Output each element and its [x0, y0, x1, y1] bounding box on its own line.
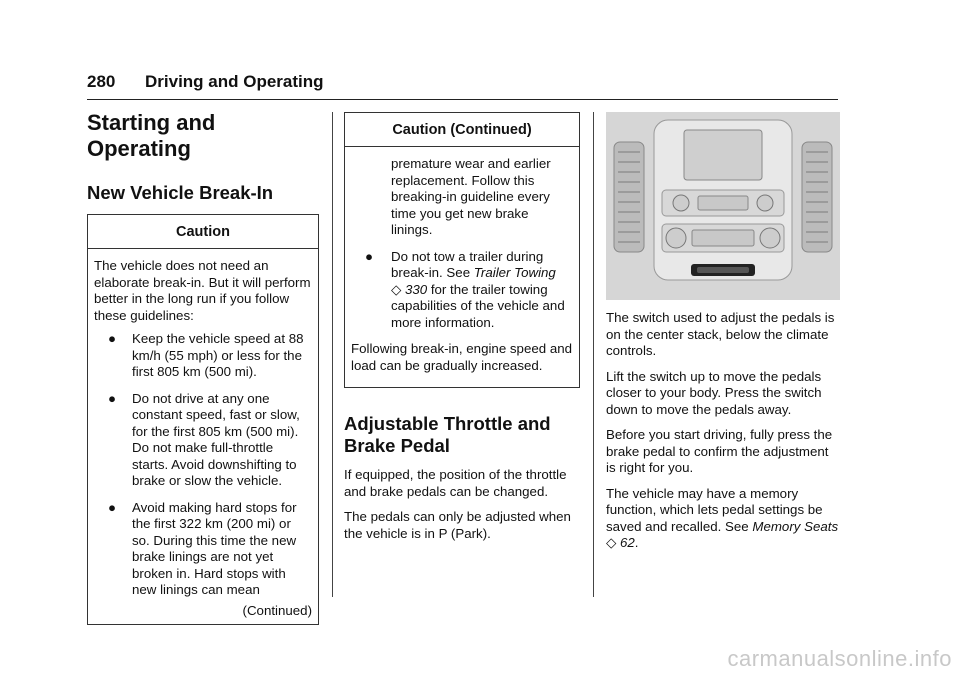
bullet-icon: ●: [108, 390, 117, 406]
paragraph: The pedals can only be adjusted when the vehicle is in P (Park).: [344, 509, 571, 541]
bullet-text: Do not drive at any one constant speed, fast or slow, for the first 805 km (500 mi). Do not make full-throttle starts. Avoid downshifting to brake or slow the vehicle.: [132, 390, 300, 488]
bullet-text-pre: Do not tow a trailer during break-in. See: [391, 248, 544, 280]
caution-intro: The vehicle does not need an elaborate break-in. But it will perform better in the long run if you follow these guidelines:: [94, 258, 311, 323]
column-1: [87, 110, 319, 625]
list-item: [94, 331, 312, 381]
list-item: [351, 156, 573, 239]
bullet-icon: ●: [108, 331, 117, 346]
page-ref[interactable]: 62: [619, 535, 635, 550]
bullet-icon: ●: [365, 248, 374, 264]
ref-arrow-icon: ◇: [606, 535, 617, 550]
column-divider-2: [593, 112, 594, 597]
column-3: [606, 112, 840, 561]
paragraph: The switch used to adjust the pedals is on the center stack, below the climate controls.: [606, 310, 835, 358]
chapter-heading: Starting and Operating: [87, 110, 216, 161]
column-2: [344, 112, 580, 551]
paragraph: [606, 486, 840, 552]
bullet-text: Avoid making hard stops for the first 322 km (200 mi) or so. During this time the new brake linings are not yet broken in. Hard stops with new linings can mean: [132, 499, 297, 597]
center-stack-illustration: [606, 112, 840, 300]
page-header: [87, 72, 838, 100]
column-divider-1: [332, 112, 333, 597]
paragraph-text-post: .: [634, 535, 639, 550]
section-heading-pedal: Adjustable Throttle and Brake Pedal: [344, 413, 551, 456]
bullet-text-post: for the trailer towing capabilities of the vehicle and more information.: [391, 281, 565, 330]
caution-body: [345, 147, 579, 387]
caution-box-continued: [344, 112, 580, 388]
caution-title: Caution (Continued): [345, 113, 579, 147]
bullet-text: premature wear and earlier replacement. Follow this breaking-in guideline every time you get new brake linings.: [391, 156, 551, 237]
page-number: 280: [87, 72, 116, 91]
center-stack-icon: [606, 112, 840, 300]
section-heading-break-in: New Vehicle Break-In: [87, 182, 274, 203]
paragraph: Before you start driving, fully press the brake pedal to confirm the adjustment is right for you.: [606, 427, 833, 475]
caution-body: [88, 249, 318, 624]
memory-seats-link[interactable]: Memory Seats: [752, 518, 839, 534]
bullet-icon: ●: [108, 499, 117, 515]
page-ref[interactable]: 330: [404, 281, 428, 297]
watermark: carmanualsonline.info: [727, 646, 952, 671]
caution-box: [87, 214, 319, 625]
list-item: [94, 500, 312, 599]
continued-label: (Continued): [242, 602, 312, 618]
list-item: [94, 391, 312, 490]
caution-outro: Following break-in, engine speed and load can be gradually increased.: [351, 341, 573, 373]
paragraph-text-pre: The vehicle may have a memory function, which lets pedal settings be saved and recalled. See: [606, 485, 823, 534]
trailer-towing-link[interactable]: Trailer Towing: [473, 265, 556, 280]
caution-title: Caution: [88, 215, 318, 249]
paragraph: If equipped, the position of the throttle and brake pedals can be changed.: [344, 467, 567, 499]
bullet-text: Keep the vehicle speed at 88 km/h (55 mph) or less for the first 805 km (500 mi).: [132, 331, 304, 379]
ref-arrow-icon: ◇: [391, 281, 402, 297]
paragraph: Lift the switch up to move the pedals closer to your body. Press the switch down to move the pedals away.: [606, 368, 822, 417]
list-item: [351, 249, 573, 332]
section-title: Driving and Operating: [145, 72, 324, 91]
